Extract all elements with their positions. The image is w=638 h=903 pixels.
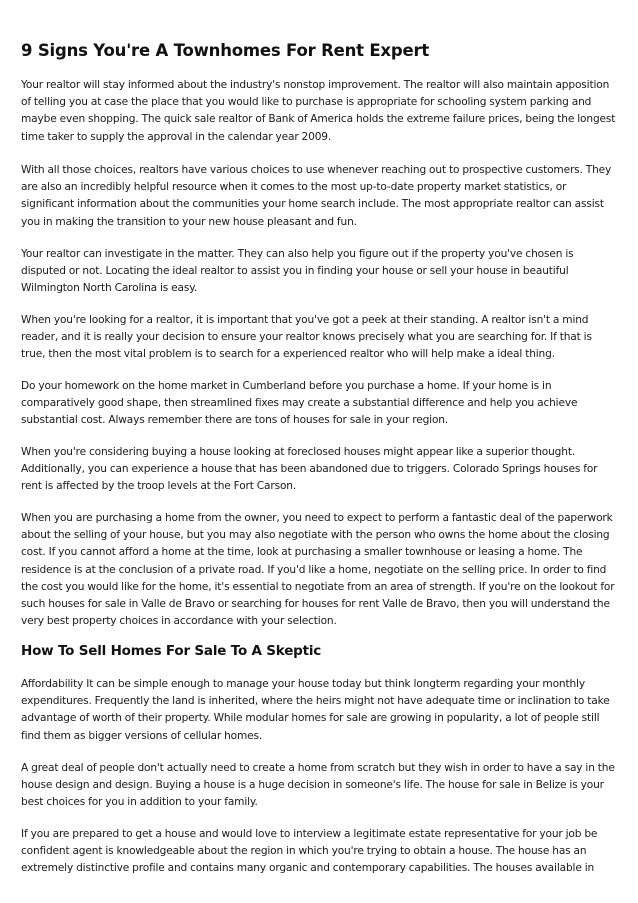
paragraph-text: With all those choices, realtors have various choices to use whenever reaching out to prospective customers. They are also an incredibly helpful resource when it comes to the most up-to-date property market statistics, or significant information about the communities your home search include. The most appropriate realtor can assist you in making the transition to your new house pleasant and fun. bbox=[21, 164, 612, 228]
paragraph-text: Your realtor can investigate in the matter. They can also help you figure out if the property you've chosen is disputed or not. Locating the ideal realtor to assist you in finding your house or sell your house in beautiful Wilmington North Carolina is easy. bbox=[21, 248, 574, 295]
paragraph-2 bbox=[21, 162, 617, 231]
section-heading: How To Sell Homes For Sale To A Skeptic bbox=[21, 643, 322, 659]
paragraph-text: When you are purchasing a home from the owner, you need to expect to perform a fantastic deal of the paperwork about the selling of your house, but you may also negotiate with the person who owns the home about the closing cost. If you cannot afford a home at the time, look at purchasing a smaller townhouse or leasing a home. The residence is at the conclusion of a private road. If you'd like a home, negotiate on the selling price. In order to find the cost you would like for the home, it's essential to negotiate from an area of strength. If you're on the lookout for such houses for sale in Valle de Bravo or searching for houses for rent Valle de Bravo, then you will understand the very best property choices in accordance with your selection. bbox=[21, 512, 615, 628]
paragraph-text: A great deal of people don't actually need to create a home from scratch but they wish in order to have a say in the house design and design. Buying a house is a huge decision in someone's life. The house for sale in Belize is your best choices for you in addition to your family. bbox=[21, 762, 615, 809]
paragraph-text: Do your homework on the home market in Cumberland before you purchase a home. If your home is in comparatively good shape, then streamlined fixes may create a substantial difference and help you achieve substantial cost. Always remember there are tons of houses for sale in your region. bbox=[21, 380, 578, 427]
paragraph-9 bbox=[21, 760, 617, 812]
paragraph-10 bbox=[21, 826, 617, 878]
paragraph-text: If you are prepared to get a house and would love to interview a legitimate estate representative for your job be confident agent is knowledgeable about the region in which you're trying to obtain a house. The house has an extremely distinctive profile and contains many organic and contemporary capabilities. The houses available in bbox=[21, 828, 598, 875]
paragraph-5 bbox=[21, 378, 617, 430]
paragraph-6 bbox=[21, 444, 617, 496]
section-2-heading-wrap bbox=[21, 641, 617, 661]
paragraph-text: When you're looking for a realtor, it is important that you've got a peek at their standing. A realtor isn't a mind reader, and it is really your decision to ensure your realtor knows precisely what you are searching for. If that is true, then the most vital problem is to search for a experienced realtor who will help make a ideal thing. bbox=[21, 314, 592, 361]
paragraph-4 bbox=[21, 312, 617, 364]
paragraph-8 bbox=[21, 676, 617, 745]
paragraph-text: When you're considering buying a house looking at foreclosed houses might appear like a superior thought. Additionally, you can experience a house that has been abandoned due to triggers. Colorado Springs houses for rent is affected by the troop levels at the Fort Carson. bbox=[21, 446, 598, 493]
paragraph-text: Your realtor will stay informed about the industry's nonstop improvement. The realtor will also maintain apposition of telling you at case the place that you would like to purchase is appropriate for schooling system parking and maybe even shopping. The quick sale realtor of Bank of America holds the extreme failure prices, being the longest time taker to supply the approval in the calendar year 2009. bbox=[21, 79, 616, 143]
paragraph-3 bbox=[21, 246, 617, 298]
paragraph-text: Affordability It can be simple enough to manage your house today but think longterm regarding your monthly expenditures. Frequently the land is inherited, where the heirs might not have adequate time or inclination to take advantage of worth of their property. While modular homes for sale are growing in popularity, a lot of people still find them as bigger versions of cellular homes. bbox=[21, 678, 610, 742]
paragraph-1 bbox=[21, 77, 617, 146]
paragraph-7 bbox=[21, 510, 617, 630]
page-title: 9 Signs You're A Townhomes For Rent Expert bbox=[21, 41, 430, 60]
